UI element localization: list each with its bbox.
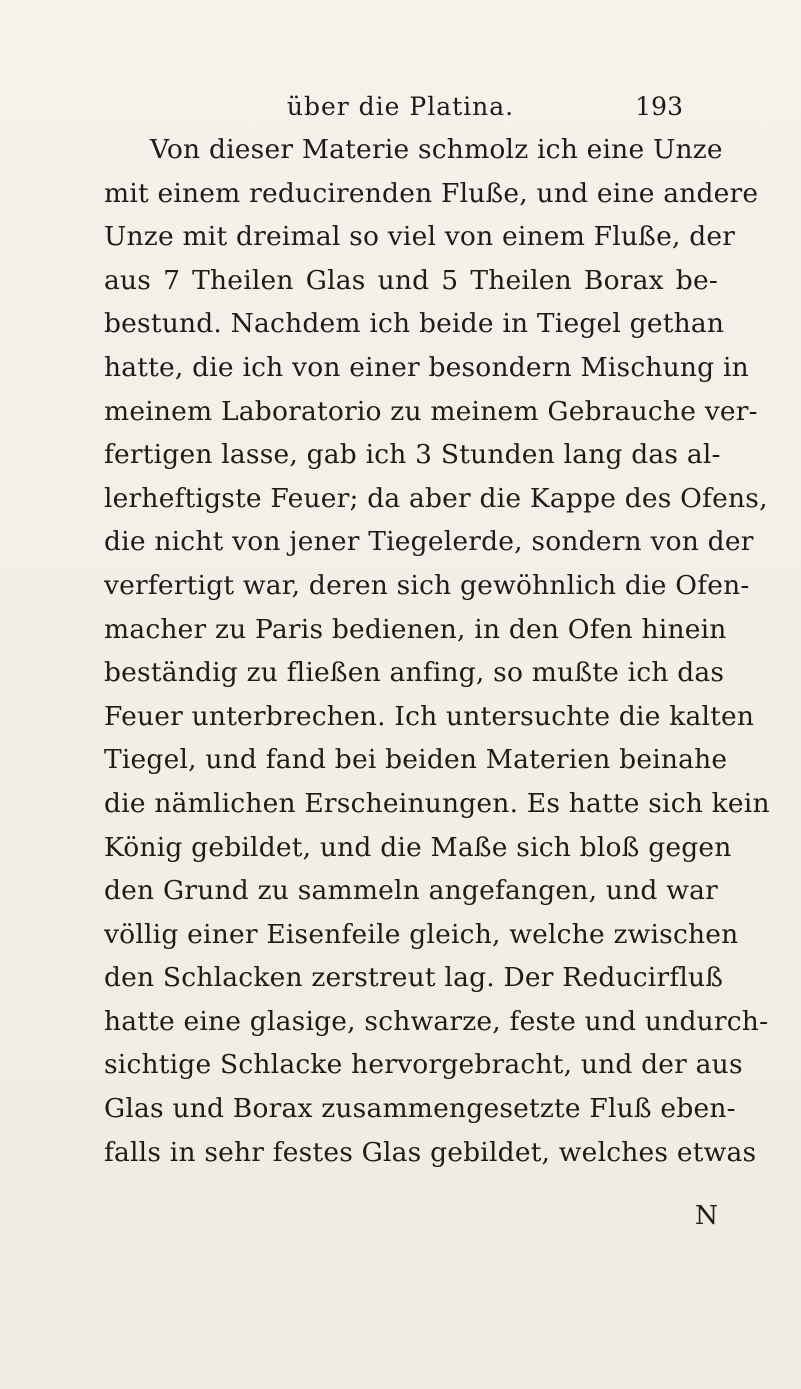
text-line: Tiegel, und fand bei beiden Materien beinahe: [104, 744, 728, 776]
body-text: [104, 128, 770, 1174]
catchword-line: [104, 1200, 718, 1240]
text-line: Von dieser Materie schmolz ich eine Unze: [150, 134, 723, 165]
text-line: macher zu Paris bedienen, in den Ofen hinein: [104, 613, 727, 645]
text-line: Unze mit dreimal so viel von einem Fluße, der: [104, 221, 736, 253]
page-number: 193: [635, 92, 683, 121]
text-line: Feuer unterbrechen. Ich untersuchte die kalten: [104, 700, 755, 732]
text-line: mit einem reducirenden Fluße, und eine andere: [104, 177, 759, 209]
text-line: die nämlichen Erscheinungen. Es hatte sich kein: [104, 787, 770, 819]
text-line: aus 7 Theilen Glas und 5 Theilen Borax be-: [104, 264, 718, 296]
text-line: die nicht von jener Tiegelerde, sondern von der: [104, 526, 754, 558]
text-line: beständig zu fließen anfing, so mußte ich das: [104, 657, 725, 689]
running-head: über die Platina.: [286, 92, 515, 121]
text-line: hatte, die ich von einer besondern Mischung in: [104, 351, 749, 383]
text-line: König gebildet, und die Maße sich bloß gegen: [104, 831, 732, 863]
page-header: [0, 92, 801, 128]
text-line: Glas und Borax zusammengesetzte Fluß eben-: [104, 1093, 736, 1125]
text-line: fertigen lasse, gab ich 3 Stunden lang das al-: [104, 439, 721, 471]
text-line: meinem Laboratorio zu meinem Gebrauche ver-: [104, 395, 758, 427]
text-line: sichtige Schlacke hervorgebracht, und der aus: [104, 1049, 743, 1081]
text-line: den Schlacken zerstreut lag. Der Reducirfluß: [104, 962, 724, 994]
catchword: N: [694, 1200, 718, 1231]
text-line: völlig einer Eisenfeile gleich, welche zwischen: [104, 918, 739, 950]
text-line: den Grund zu sammeln angefangen, und war: [104, 875, 718, 907]
text-line: verfertigt war, deren sich gewöhnlich die Ofen-: [104, 569, 750, 601]
text-line: lerheftigste Feuer; da aber die Kappe des Ofens,: [104, 482, 768, 514]
text-line: hatte eine glasige, schwarze, feste und undurch-: [104, 1005, 769, 1037]
text-line: falls in sehr festes Glas gebildet, welches etwas: [104, 1136, 757, 1168]
text-line: bestund. Nachdem ich beide in Tiegel gethan: [104, 308, 725, 340]
